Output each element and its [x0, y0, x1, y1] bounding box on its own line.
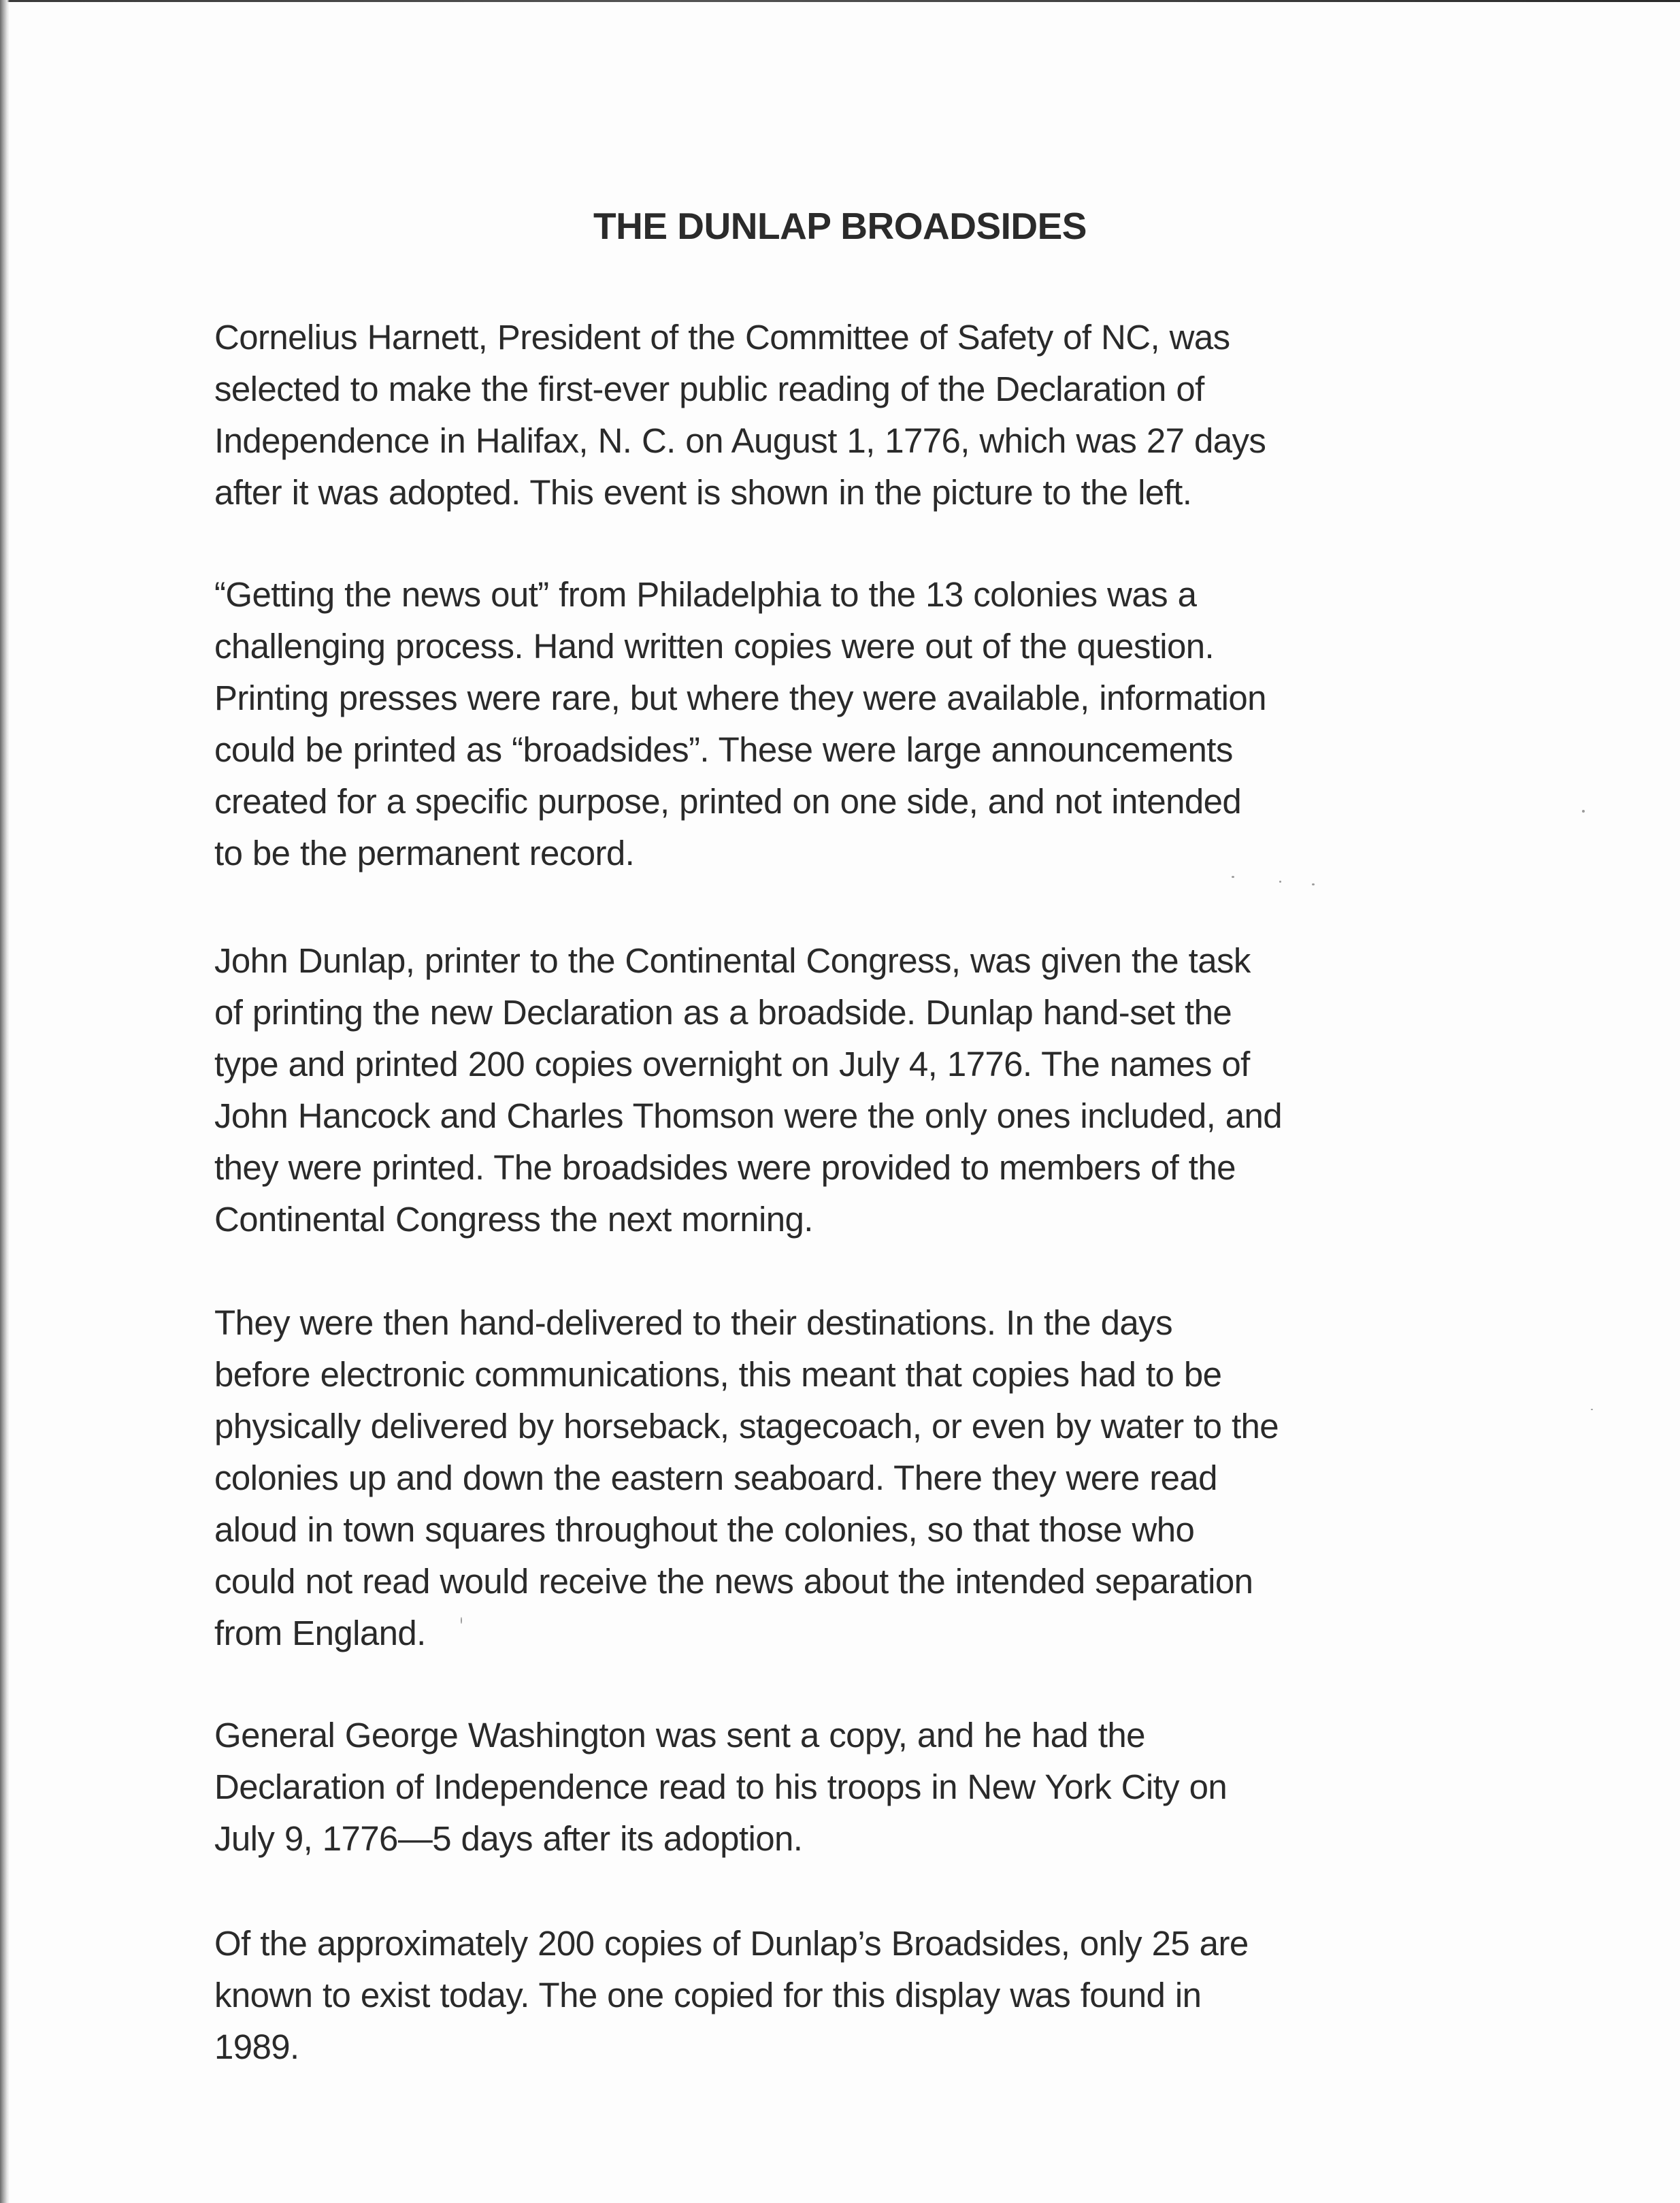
text-line: type and printed 200 copies overnight on July 4, 1776. The names of	[214, 1045, 1250, 1083]
text-line: John Hancock and Charles Thomson were the only ones included, and	[214, 1096, 1283, 1135]
text-line: could be printed as “broadsides”. These were large announcements	[214, 730, 1233, 769]
scan-speck	[1312, 883, 1315, 885]
text-line: known to exist today. The one copied for this display was found in	[214, 1976, 1202, 2014]
text-line: before electronic communications, this meant that copies had to be	[214, 1355, 1222, 1394]
text-line: aloud in town squares throughout the colonies, so that those who	[214, 1510, 1195, 1549]
text-line: July 9, 1776—5 days after its adoption.	[214, 1819, 803, 1858]
scan-speck	[1279, 881, 1281, 883]
scan-speck	[1582, 810, 1585, 813]
text-line: of printing the new Declaration as a broadside. Dunlap hand-set the	[214, 993, 1232, 1032]
text-line: from England.	[214, 1614, 426, 1652]
scan-top-edge	[0, 0, 1680, 2]
text-line: colonies up and down the eastern seaboard. There they were read	[214, 1458, 1217, 1497]
text-line: physically delivered by horseback, stagecoach, or even by water to the	[214, 1407, 1279, 1446]
paragraph-john-dunlap	[214, 935, 1473, 1245]
text-line: to be the permanent record.	[214, 834, 635, 872]
paragraph-getting-news-out	[214, 569, 1473, 879]
text-line: John Dunlap, printer to the Continental Congress, was given the task	[214, 941, 1251, 980]
text-line: Cornelius Harnett, President of the Committee of Safety of NC, was	[214, 318, 1230, 357]
text-line: after it was adopted. This event is shown in the picture to the left.	[214, 473, 1192, 512]
text-line: Independence in Halifax, N. C. on August 1, 1776, which was 27 days	[214, 421, 1266, 460]
text-line: Of the approximately 200 copies of Dunlap’s Broadsides, only 25 are	[214, 1924, 1249, 1963]
scan-left-edge-shadow	[0, 0, 10, 2203]
scan-speck	[461, 1617, 462, 1624]
text-line: could not read would receive the news about the intended separation	[214, 1562, 1253, 1601]
text-line: Declaration of Independence read to his troops in New York City on	[214, 1767, 1228, 1806]
text-line: “Getting the news out” from Philadelphia to the 13 colonies was a	[214, 575, 1197, 614]
paragraph-surviving-copies	[214, 1918, 1473, 2073]
text-line: they were printed. The broadsides were provided to members of the	[214, 1148, 1236, 1187]
text-line: selected to make the first-ever public reading of the Declaration of	[214, 370, 1204, 408]
text-line: General George Washington was sent a copy, and he had the	[214, 1716, 1145, 1755]
paragraph-harnett-reading	[214, 312, 1473, 519]
paragraph-hand-delivered	[214, 1297, 1473, 1659]
scan-speck	[1591, 1409, 1593, 1410]
document-title: THE DUNLAP BROADSIDES	[593, 205, 1087, 247]
text-line: Continental Congress the next morning.	[214, 1200, 813, 1239]
text-line: challenging process. Hand written copies were out of the question.	[214, 627, 1215, 666]
text-line: created for a specific purpose, printed on one side, and not intended	[214, 782, 1242, 821]
text-line: They were then hand-delivered to their destinations. In the days	[214, 1303, 1172, 1342]
scan-speck	[1232, 876, 1234, 878]
paragraph-washington	[214, 1710, 1473, 1865]
text-line: Printing presses were rare, but where they were available, information	[214, 679, 1266, 717]
text-line: 1989.	[214, 2027, 299, 2066]
